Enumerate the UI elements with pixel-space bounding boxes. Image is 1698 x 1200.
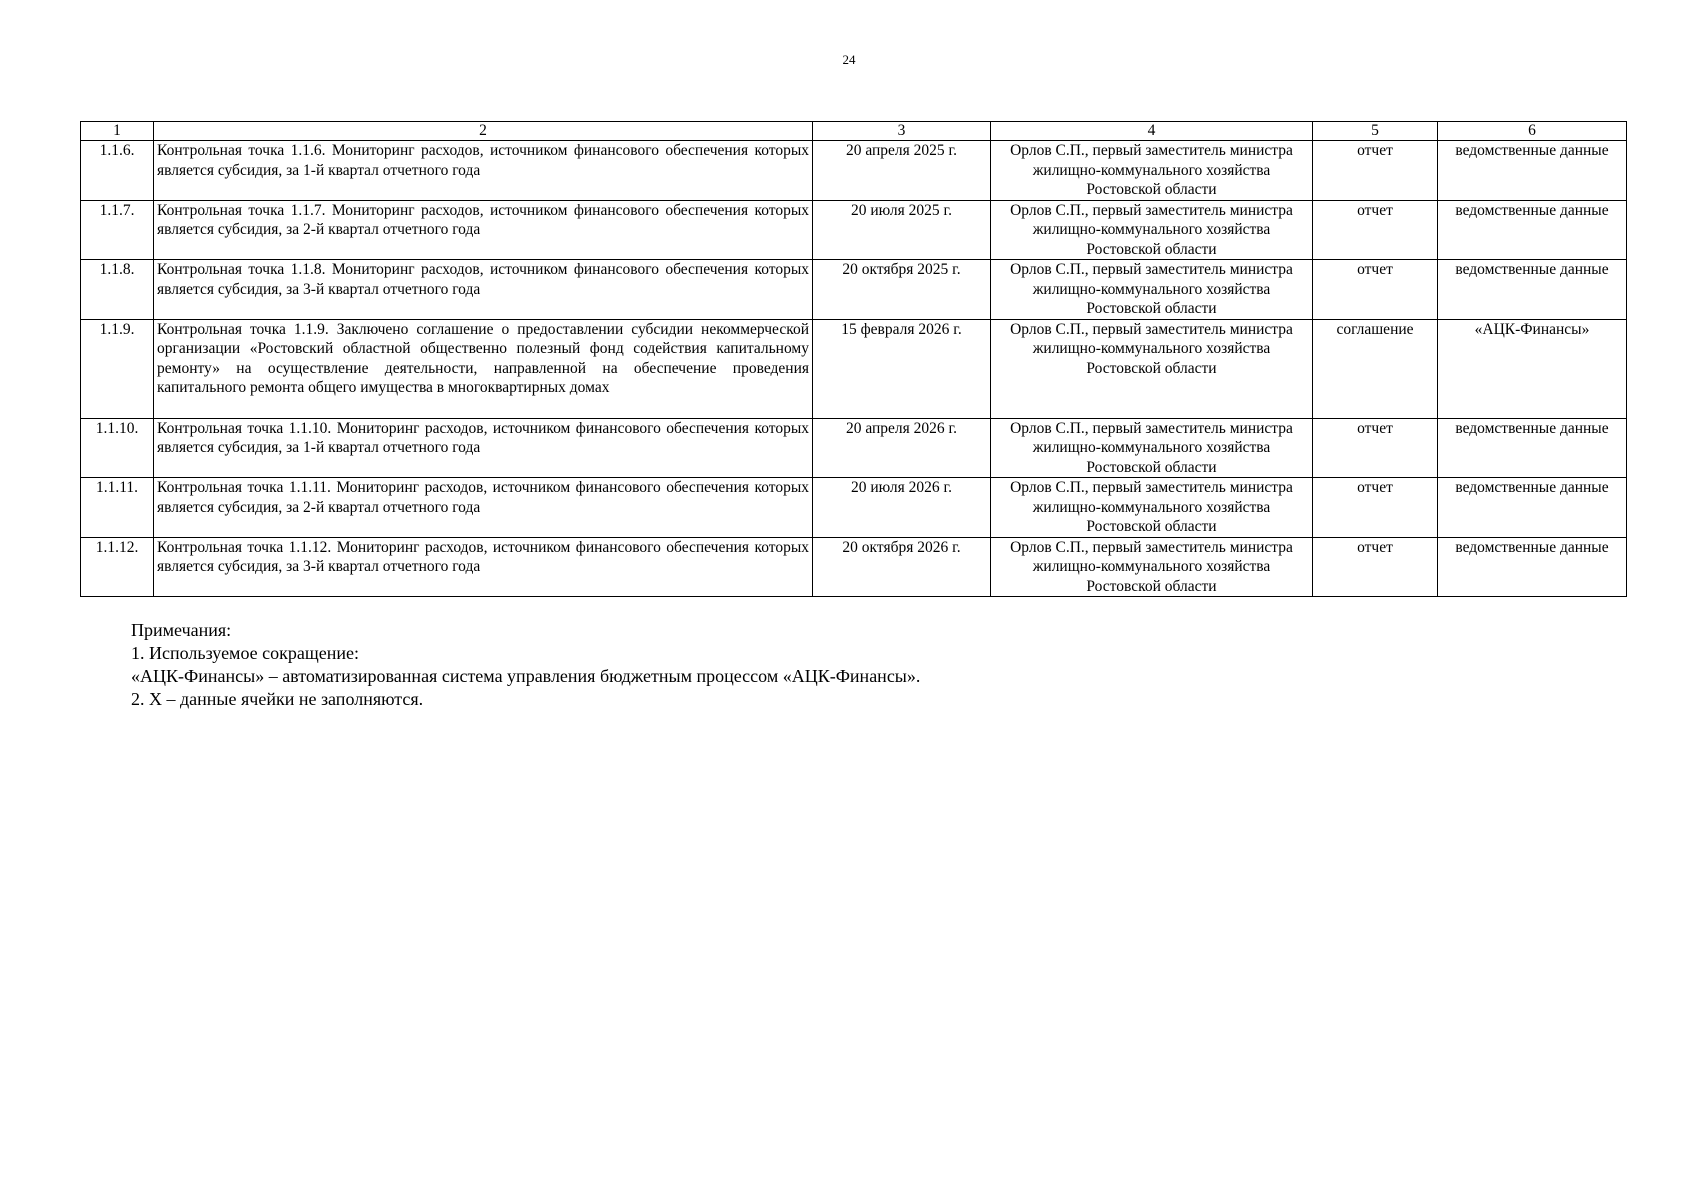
column-header-5: 5: [1313, 122, 1438, 141]
page-number: 24: [842, 52, 856, 67]
responsible-person: Орлов С.П., первый заместитель министра жилищно-коммунального хозяйства Ростовской области: [991, 478, 1313, 538]
due-date: 20 апреля 2025 г.: [813, 141, 991, 201]
control-point-name: Контрольная точка 1.1.8. Мониторинг расходов, источником финансового обеспечения которых является субсидия, за 3-й квартал отчетного года: [154, 260, 813, 320]
table-row: [81, 478, 1627, 538]
data-source: ведомственные данные: [1438, 260, 1627, 320]
control-point-name: Контрольная точка 1.1.11. Мониторинг расходов, источником финансового обеспечения которых является субсидия, за 2-й квартал отчетного года: [154, 478, 813, 538]
notes-title: Примечания:: [131, 620, 232, 640]
column-header-6: 6: [1438, 122, 1627, 141]
responsible-person: Орлов С.П., первый заместитель министра жилищно-коммунального хозяйства Ростовской области: [991, 319, 1313, 418]
responsible-person: Орлов С.П., первый заместитель министра жилищно-коммунального хозяйства Ростовской области: [991, 200, 1313, 260]
responsible-person: Орлов С.П., первый заместитель министра жилищно-коммунального хозяйства Ростовской области: [991, 537, 1313, 597]
document-type: отчет: [1313, 418, 1438, 478]
note-item-1: 1. Используемое сокращение:: [131, 643, 359, 663]
row-number: 1.1.12.: [81, 537, 154, 597]
document-type: отчет: [1313, 200, 1438, 260]
note-item-1-detail: «АЦК-Финансы» – автоматизированная система управления бюджетным процессом «АЦК-Финансы».: [131, 666, 921, 686]
control-points-table: [80, 121, 1627, 597]
document-type: отчет: [1313, 537, 1438, 597]
data-source: ведомственные данные: [1438, 200, 1627, 260]
due-date: 20 июля 2026 г.: [813, 478, 991, 538]
responsible-person: Орлов С.П., первый заместитель министра жилищно-коммунального хозяйства Ростовской области: [991, 260, 1313, 320]
table-row: [81, 418, 1627, 478]
due-date: 20 июля 2025 г.: [813, 200, 991, 260]
document-type: соглашение: [1313, 319, 1438, 418]
data-source: ведомственные данные: [1438, 537, 1627, 597]
data-source: ведомственные данные: [1438, 418, 1627, 478]
notes-section: [131, 619, 920, 711]
column-header-1: 1: [81, 122, 154, 141]
responsible-person: Орлов С.П., первый заместитель министра жилищно-коммунального хозяйства Ростовской области: [991, 418, 1313, 478]
control-point-name: Контрольная точка 1.1.7. Мониторинг расходов, источником финансового обеспечения которых является субсидия, за 2-й квартал отчетного года: [154, 200, 813, 260]
table-row: [81, 141, 1627, 201]
control-point-name: Контрольная точка 1.1.6. Мониторинг расходов, источником финансового обеспечения которых является субсидия, за 1-й квартал отчетного года: [154, 141, 813, 201]
row-number: 1.1.8.: [81, 260, 154, 320]
row-number: 1.1.11.: [81, 478, 154, 538]
column-header-4: 4: [991, 122, 1313, 141]
control-point-name: Контрольная точка 1.1.9. Заключено соглашение о предоставлении субсидии некоммерческой организации «Ростовский областной общественно полезный фонд содействия капитальному ремонту» на осуществление деятельности, направленной на обеспечение проведения капитального ремонта общего имущества в многоквартирных домах: [154, 319, 813, 418]
document-type: отчет: [1313, 141, 1438, 201]
row-number: 1.1.10.: [81, 418, 154, 478]
table-header-row: [81, 122, 1627, 141]
data-source: ведомственные данные: [1438, 478, 1627, 538]
data-source: «АЦК-Финансы»: [1438, 319, 1627, 418]
column-header-3: 3: [813, 122, 991, 141]
responsible-person: Орлов С.П., первый заместитель министра жилищно-коммунального хозяйства Ростовской области: [991, 141, 1313, 201]
table-row: [81, 260, 1627, 320]
table-row: [81, 537, 1627, 597]
note-item-2: 2. Х – данные ячейки не заполняются.: [131, 689, 424, 709]
due-date: 20 апреля 2026 г.: [813, 418, 991, 478]
due-date: 20 октября 2026 г.: [813, 537, 991, 597]
due-date: 15 февраля 2026 г.: [813, 319, 991, 418]
row-number: 1.1.9.: [81, 319, 154, 418]
due-date: 20 октября 2025 г.: [813, 260, 991, 320]
document-type: отчет: [1313, 478, 1438, 538]
table-row: [81, 319, 1627, 418]
data-source: ведомственные данные: [1438, 141, 1627, 201]
table-row: [81, 200, 1627, 260]
control-point-name: Контрольная точка 1.1.12. Мониторинг расходов, источником финансового обеспечения которых является субсидия, за 3-й квартал отчетного года: [154, 537, 813, 597]
column-header-2: 2: [154, 122, 813, 141]
row-number: 1.1.7.: [81, 200, 154, 260]
row-number: 1.1.6.: [81, 141, 154, 201]
document-type: отчет: [1313, 260, 1438, 320]
control-point-name: Контрольная точка 1.1.10. Мониторинг расходов, источником финансового обеспечения которых является субсидия, за 1-й квартал отчетного года: [154, 418, 813, 478]
